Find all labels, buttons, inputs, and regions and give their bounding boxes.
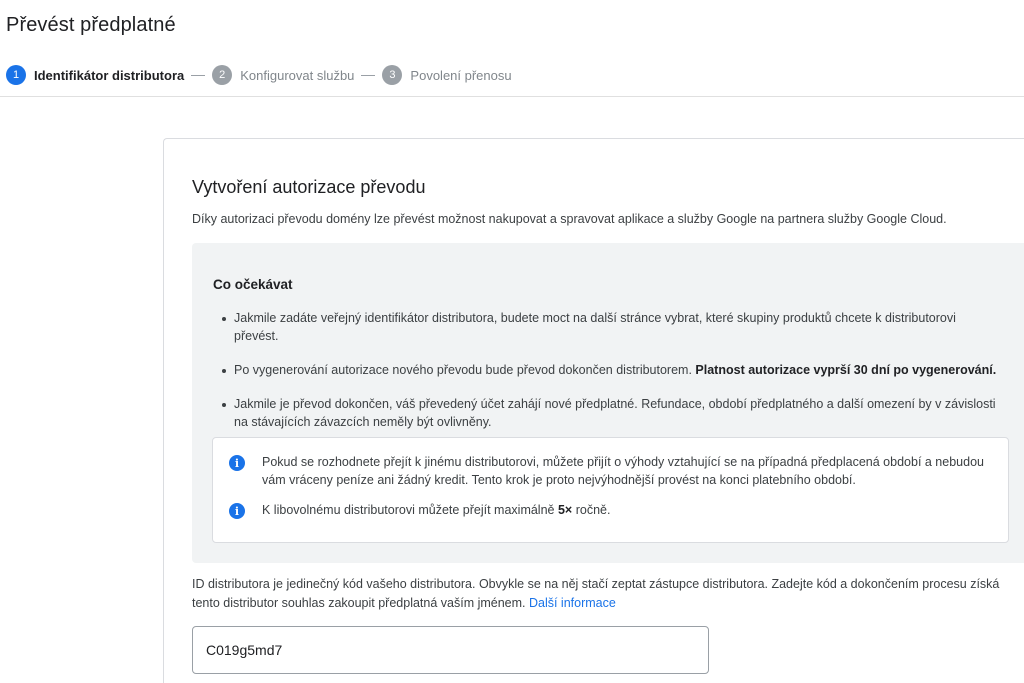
bullet-text: Jakmile je převod dokončen, váš převedený účet zahájí nové předplatné. Refundace, období předplatného a další omezení by v závislosti na stávajících závazcích neměly být ovlivněny. bbox=[234, 397, 996, 429]
list-item bbox=[220, 395, 1000, 431]
info-text-suffix: ročně. bbox=[572, 503, 611, 517]
stepper bbox=[6, 64, 512, 86]
step-separator bbox=[191, 75, 205, 76]
info-text-prefix: K libovolnému distributorovi můžete přejít maximálně bbox=[262, 503, 558, 517]
what-to-expect-panel bbox=[192, 243, 1024, 563]
distributor-id-help-text: ID distributora je jedinečný kód vašeho distributora. Obvykle se na něj stačí zeptat zástupce distributora. Zadejte kód a dokončením procesu získá tento distributor souhlas zakoupit předplatná vaším jménem. bbox=[192, 577, 1000, 610]
card-title: Vytvoření autorizace převodu bbox=[192, 177, 426, 197]
info-text bbox=[262, 501, 610, 519]
bullet-text: Po vygenerování autorizace nového převodu bude převod dokončen distributorem. bbox=[234, 363, 696, 377]
page-title: Převést předplatné bbox=[6, 14, 176, 36]
bullet-text: Jakmile zadáte veřejný identifikátor distributora, budete moct na další stránce vybrat, které skupiny produktů chcete k distributorovi převést. bbox=[234, 311, 956, 343]
distributor-id-input[interactable] bbox=[192, 626, 709, 674]
info-row bbox=[229, 501, 989, 519]
step-configure-service[interactable] bbox=[212, 65, 354, 85]
step-label-2: Konfigurovat službu bbox=[240, 67, 355, 83]
info-text-bold: 5× bbox=[557, 503, 573, 517]
card-description: Díky autorizaci převodu domény lze převést možnost nakupovat a spravovat aplikace a služby Google na partnera služby Google Cloud. bbox=[192, 212, 947, 226]
list-item bbox=[220, 309, 1000, 345]
transfer-authorization-card bbox=[163, 138, 1024, 683]
list-item bbox=[220, 361, 1000, 379]
distributor-id-description bbox=[192, 575, 1022, 613]
header-divider bbox=[0, 96, 1024, 97]
what-to-expect-title: Co očekávat bbox=[213, 277, 293, 292]
bullet-bold-text: Platnost autorizace vyprší 30 dní po vygenerování. bbox=[695, 363, 997, 377]
info-row bbox=[229, 453, 989, 489]
info-text: Pokud se rozhodnete přejít k jinému distributorovi, můžete přijít o výhody vztahující se na případná předplacená období a nebudou vám vráceny peníze ani žádný kredit. Tento krok je proto nejvýhodnější provést na konci platebního období. bbox=[262, 455, 984, 487]
expect-list bbox=[220, 309, 1000, 447]
step-label-1: Identifikátor distributora bbox=[34, 67, 185, 83]
info-icon: i bbox=[229, 455, 245, 471]
step-number-3: 3 bbox=[382, 65, 402, 85]
step-separator bbox=[361, 75, 375, 76]
info-notice-box bbox=[212, 437, 1009, 543]
step-transfer-permission[interactable] bbox=[382, 65, 511, 85]
step-label-3: Povolení přenosu bbox=[410, 67, 512, 83]
step-distributor-id[interactable] bbox=[6, 65, 184, 85]
learn-more-link[interactable]: Další informace bbox=[528, 596, 616, 610]
step-number-1: 1 bbox=[6, 65, 26, 85]
info-icon: i bbox=[229, 503, 245, 519]
step-number-2: 2 bbox=[212, 65, 232, 85]
